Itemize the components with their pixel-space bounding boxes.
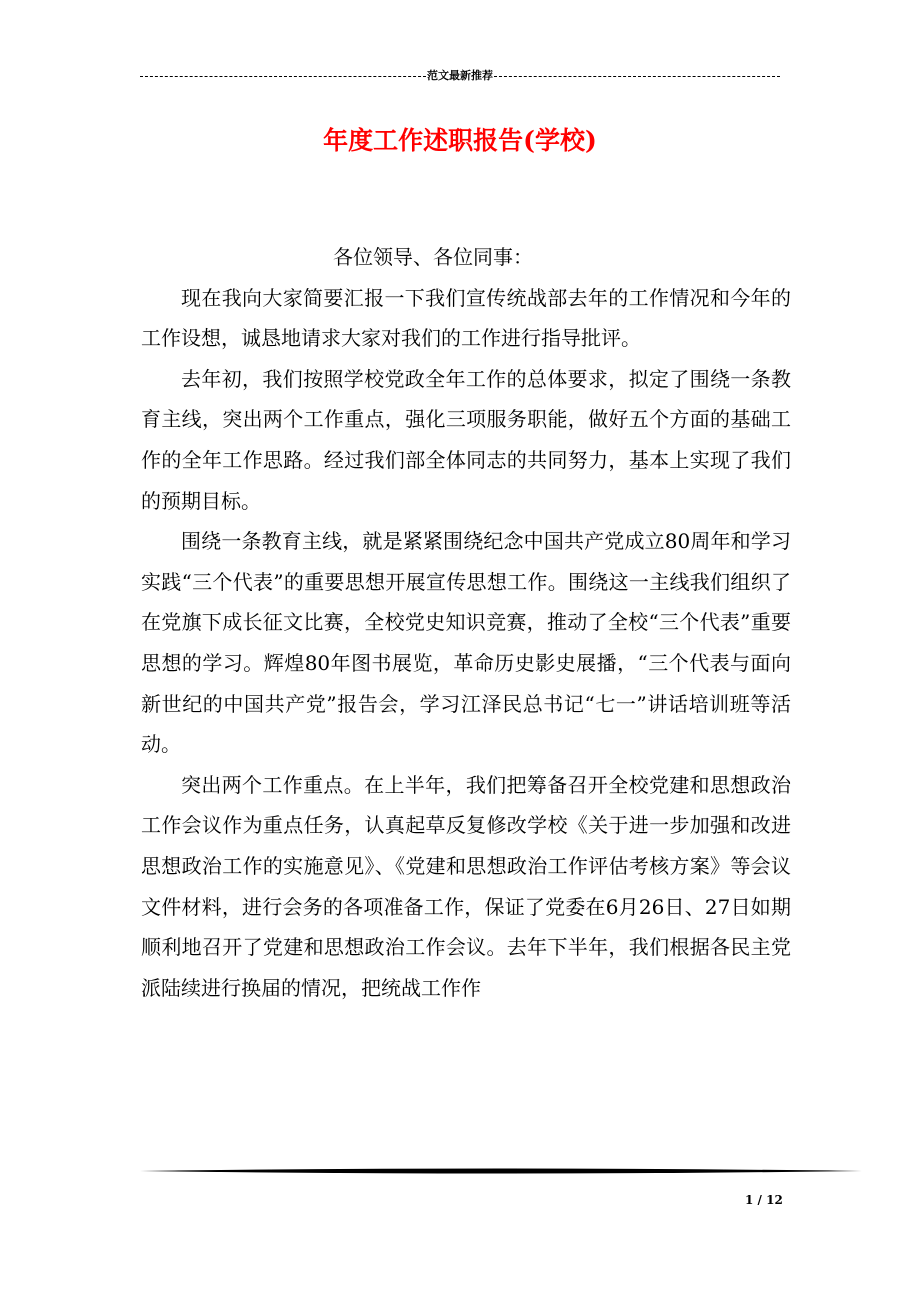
paragraph: 围绕一条教育主线，就是紧紧围绕纪念中国共产党成立80周年和学习实践“三个代表”的重要思想开展宣传思想工作。围绕这一主线我们组织了在党旗下成长征文比赛，全校党史知识竞赛，推动了全校“三个代表”重要思想的学习。辉煌80年图书展览，革命历史影史展播，“三个代表与面向新世纪的中国共产党”报告会，学习江泽民总书记“七一”讲话培训班等活动。 — [141, 529, 791, 757]
paragraph: 去年初，我们按照学校党政全年工作的总体要求，拟定了围绕一条教育主线，突出两个工作重点，强化三项服务职能，做好五个方面的基础工作的全年工作思路。经过我们部全体同志的共同努力，基本上实现了我们的预期目标。 — [141, 366, 791, 513]
document-title: 年度工作述职报告(学校) — [323, 126, 597, 155]
paragraph: 突出两个工作重点。在上半年，我们把筹备召开全校党建和思想政治工作会议作为重点任务，认真起草反复修改学校《关于进一步加强和改进思想政治工作的实施意见》、《党建和思想政治工作评估考核方案》等会议文件材料，进行会务的各项准备工作，保证了党委在6月26日、27日如期顺利地召开了党建和思想政治工作会议。去年下半年，我们根据各民主党派陆续进行换届的情况，把统战工作作 — [141, 772, 791, 1000]
header-dash-right — [494, 76, 780, 77]
page-header — [140, 68, 780, 84]
salutation: 各位领导、各位同事： — [333, 245, 533, 269]
header-label: 范文最新推荐 — [427, 69, 493, 82]
header-dash-left — [140, 76, 426, 77]
document-body — [141, 237, 791, 1008]
paragraph: 现在我向大家简要汇报一下我们宣传统战部去年的工作情况和今年的工作设想，诚恳地请求大家对我们的工作进行指导批评。 — [141, 285, 791, 351]
page-number: 1 / 12 — [745, 1193, 783, 1207]
footer-divider — [140, 1168, 862, 1174]
